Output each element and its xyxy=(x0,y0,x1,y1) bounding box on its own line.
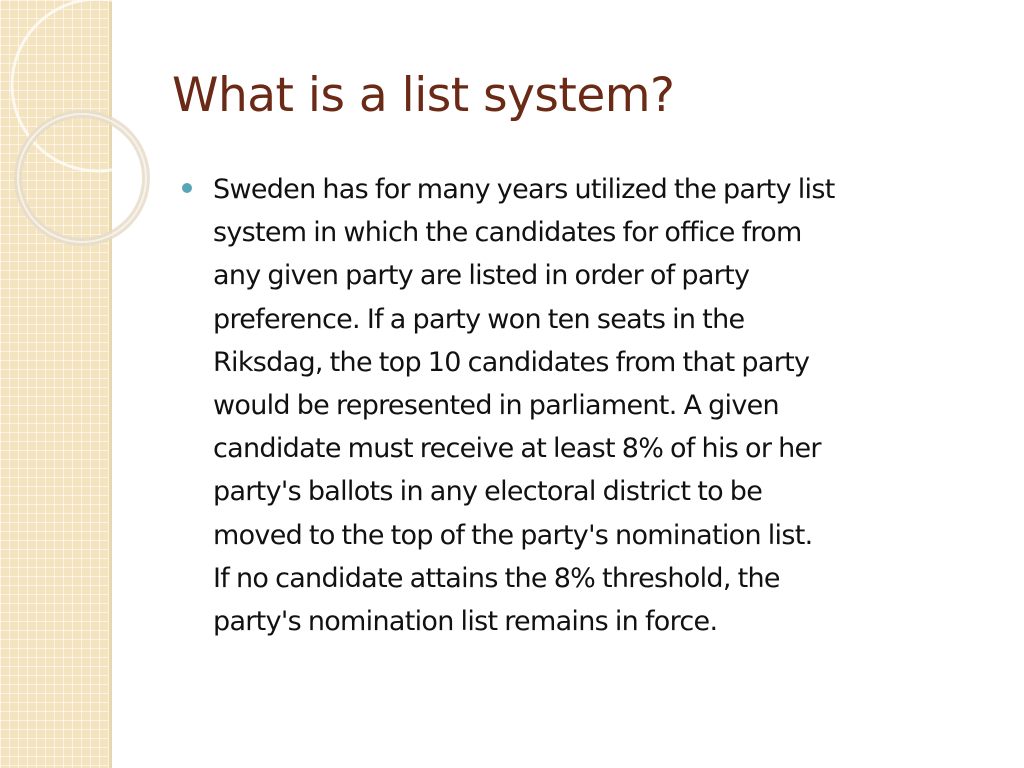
bullet-dot-icon xyxy=(182,183,192,193)
bullet-text xyxy=(213,168,1002,643)
bullet-line: Sweden has for many years utilized the party list xyxy=(213,174,835,205)
bullet-line: moved to the top of the party's nomination list. xyxy=(213,519,813,551)
bullet-list xyxy=(182,168,1002,643)
bullet-line: preference. If a party won ten seats in the xyxy=(213,303,745,335)
bullet-item xyxy=(182,168,1002,643)
bullet-line: would be represented in parliament. A given xyxy=(213,390,779,422)
bullet-line: party's nomination list remains in force. xyxy=(213,606,718,638)
bullet-line: candidate must receive at least 8% of his or her xyxy=(213,433,821,465)
bullet-line: system in which the candidates for office from xyxy=(213,217,802,249)
slide-title: What is a list system? xyxy=(172,68,675,123)
bullet-line: Riksdag, the top 10 candidates from that party xyxy=(213,346,810,378)
bullet-line: party's ballots in any electoral district to be xyxy=(213,476,763,508)
bullet-line: any given party are listed in order of party xyxy=(213,260,750,292)
decorative-side-strip xyxy=(0,0,112,768)
bullet-line: If no candidate attains the 8% threshold, the xyxy=(213,562,780,594)
